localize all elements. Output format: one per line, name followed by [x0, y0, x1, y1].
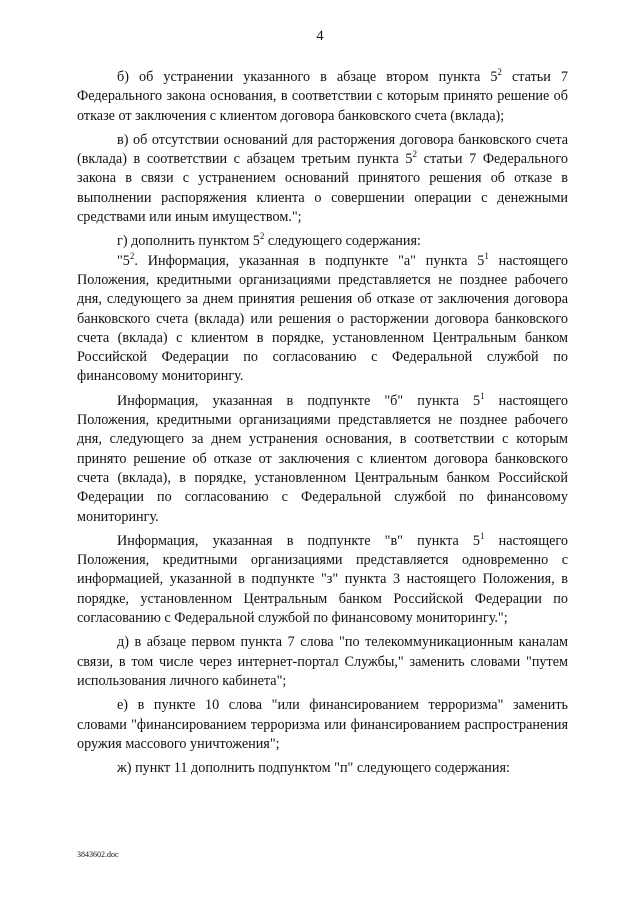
- text-run: статьи 7 Федерального закона основания, в соответствии с которым принято решение об отказе от заключения с клиентом договора банковского счета (вклада);: [77, 69, 568, 124]
- superscript: 2: [412, 149, 418, 160]
- paragraph: [77, 633, 568, 691]
- text-run: настоящего Положения, кредитными организациями представляется одновременно с информацией, указанной в подпункте "з" пункта 3 настоящего Положения, в порядке, установленном Центральным банком Российской Федерации по согласованию с Федеральной службой по финансовому мониторингу.";: [77, 532, 568, 627]
- text-run: "5: [117, 252, 130, 269]
- text-run: е) в пункте 10 слова "или финансированием терроризма" заменить словами "финансированием терроризма или финансированием распространения оружия массового уничтожения";: [77, 697, 568, 752]
- superscript: 2: [497, 67, 502, 77]
- superscript: 2: [129, 250, 135, 261]
- file-name-footer: 3843602.doc: [77, 850, 119, 859]
- text-run: статьи 7 Федерального закона в связи с устранением оснований принятого решения об отказе в выполнении распоряжения клиента о совершении операции с денежными средствами или иным имуществом.";: [77, 151, 568, 226]
- paragraph: [77, 392, 568, 527]
- paragraph: [77, 696, 568, 754]
- superscript: 1: [484, 250, 489, 261]
- text-run: в) об отсутствии оснований для расторжения договора банковского счета (вклада) в соответствии с абзацем третьим пункта 5: [77, 131, 568, 168]
- text-run: настоящего Положения, кредитными организациями представляется не позднее рабочего дня, следующего за днем устранения основания, в соответствии с которым принято решение об отказе от заключения с клиентом договора банковского счета (вклада), в порядке, установленном Центральным банком Российской Федерации по согласованию с Федеральной службой по финансовому мониторингу.: [77, 392, 568, 525]
- paragraph: [77, 232, 568, 251]
- text-run: ж) пункт 11 дополнить подпунктом "п" следующего содержания:: [117, 760, 510, 777]
- text-run: следующего содержания:: [264, 233, 421, 250]
- superscript: 2: [259, 231, 265, 242]
- document-body: [77, 68, 568, 783]
- paragraph: [77, 252, 568, 387]
- text-run: Информация, указанная в подпункте "б" пункта 5: [117, 392, 481, 409]
- text-run: Информация, указанная в подпункте "в" пункта 5: [117, 532, 481, 549]
- superscript: 1: [480, 530, 485, 541]
- page-number: 4: [316, 28, 324, 44]
- text-run: настоящего Положения, кредитными организациями представляется не позднее рабочего дня, следующего за днем принятия решения об отказе от заключения договора банковского счета (вклада) или решения о расторжении договора банковского счета (вклада) с клиентом в порядке, установленном Центральным банком Российской Федерации по согласованию с Федеральной службой по финансовому мониторингу.: [77, 252, 568, 385]
- text-run: г) дополнить пунктом 5: [117, 233, 260, 250]
- paragraph: [77, 131, 568, 227]
- paragraph: [77, 68, 568, 126]
- text-run: б) об устранении указанного в абзаце втором пункта 5: [117, 69, 498, 85]
- paragraph: [77, 759, 568, 778]
- superscript: 1: [480, 390, 485, 401]
- paragraph: [77, 532, 568, 628]
- text-run: д) в абзаце первом пункта 7 слова "по телекоммуникационным каналам связи, в том числе через интернет-портал Службы," заменить словами "путем использования личного кабинета";: [77, 634, 568, 689]
- text-run: . Информация, указанная в подпункте "а" пункта 5: [134, 252, 485, 269]
